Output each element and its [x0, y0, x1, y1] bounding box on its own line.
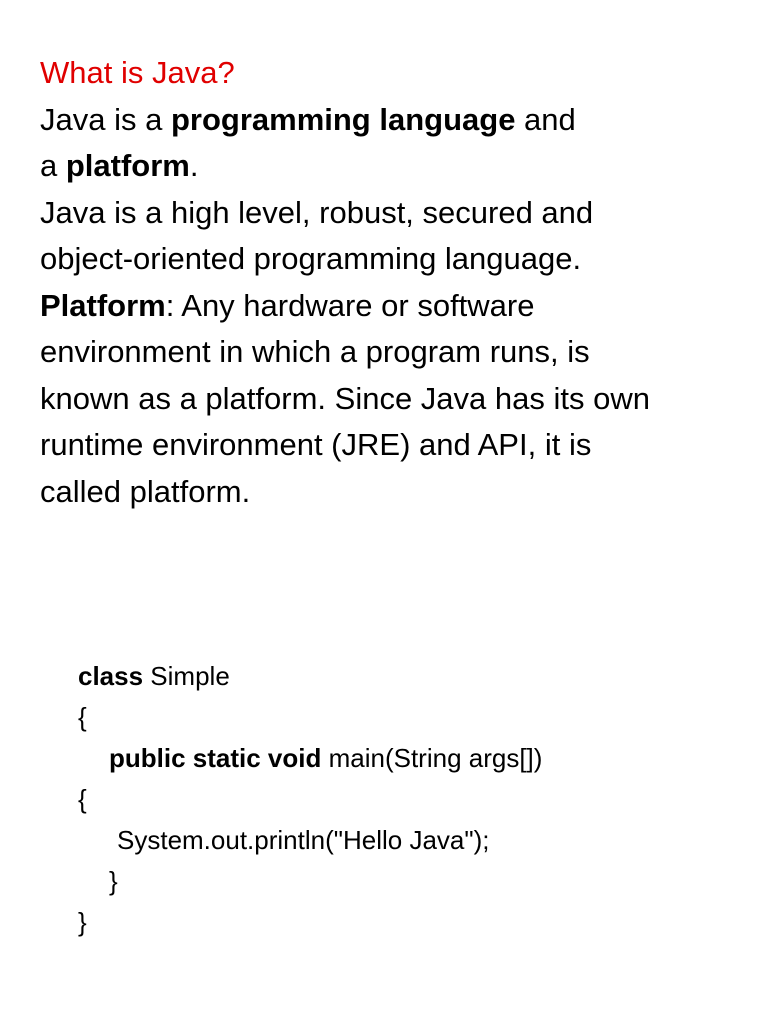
platform-term: Platform: [40, 287, 166, 323]
term-programming-language: programming language: [170, 101, 516, 137]
intro-line-2-prefix: a: [40, 148, 66, 183]
code-line-4: {: [78, 784, 87, 814]
code-line-7: }: [78, 907, 87, 937]
intro-text-block: [40, 50, 740, 515]
code-line-3: [78, 738, 718, 779]
code-line-2: {: [78, 702, 87, 732]
code-line-5: System.out.println("Hello Java");: [117, 825, 490, 855]
intro-line-1-prefix: Java is a: [40, 101, 171, 137]
code-keyword-class: class: [78, 661, 144, 691]
platform-def-line-5: called platform.: [40, 473, 251, 509]
platform-def-line-1: [40, 283, 740, 330]
platform-def-line-1-rest: : Any hardware or software: [165, 287, 535, 323]
platform-def-line-2: environment in which a program runs, is: [40, 334, 590, 369]
intro-line-1: [40, 97, 740, 144]
code-sample: [78, 656, 718, 943]
code-keyword-modifiers: public static void: [109, 743, 322, 773]
platform-def-line-3: known as a platform. Since Java has its own: [40, 380, 650, 416]
description-line-2: object-oriented programming language.: [40, 241, 582, 276]
intro-line-2: [40, 143, 740, 190]
code-line-1: [78, 656, 718, 697]
description-line-1: Java is a high level, robust, secured and: [40, 194, 594, 230]
platform-def-line-4: runtime environment (JRE) and API, it is: [40, 427, 592, 462]
code-class-name: Simple: [143, 661, 230, 691]
code-method-signature: main(String args[]): [321, 743, 543, 773]
intro-line-2-suffix: .: [189, 148, 199, 183]
intro-line-1-suffix: and: [515, 101, 576, 137]
term-platform: platform: [65, 148, 190, 183]
code-line-6: }: [109, 866, 118, 896]
page-title: What is Java?: [40, 55, 235, 90]
